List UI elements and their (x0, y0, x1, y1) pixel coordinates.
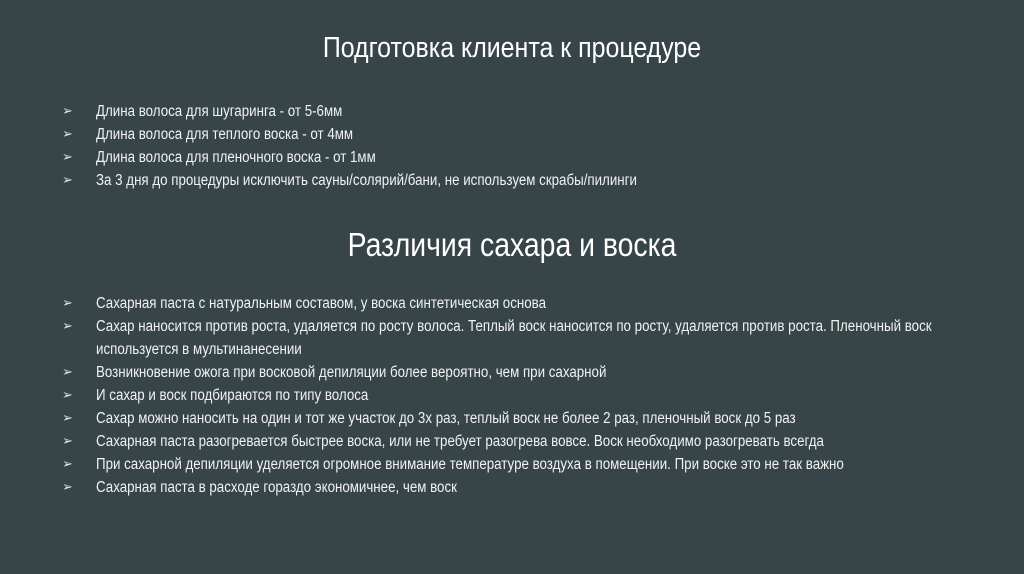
list-item (62, 169, 962, 192)
list-item (62, 123, 962, 146)
arrow-bullet-icon: ➢ (62, 173, 73, 188)
list-item (62, 146, 962, 169)
list-item-text: Сахарная паста с натуральным составом, у воска синтетическая основа (96, 295, 547, 312)
list-item-text: Возникновение ожога при восковой депиляции более вероятно, чем при сахарной (96, 364, 607, 381)
list-item-text: При сахарной депиляции уделяется огромное внимание температуре воздуха в помещении. При воске это не так важно (96, 456, 844, 473)
list-item-text: Длина волоса для пленочного воска - от 1мм (96, 149, 376, 166)
list-item (62, 315, 962, 361)
arrow-bullet-icon: ➢ (62, 434, 73, 449)
list-item-text: Сахарная паста в расходе гораздо экономичнее, чем воск (96, 479, 457, 496)
list-item (62, 384, 962, 407)
list-item (62, 430, 962, 453)
arrow-bullet-icon: ➢ (62, 319, 73, 334)
arrow-bullet-icon: ➢ (62, 457, 73, 472)
list-item-text: Длина волоса для шугаринга - от 5-6мм (96, 103, 343, 120)
arrow-bullet-icon: ➢ (62, 104, 73, 119)
arrow-bullet-icon: ➢ (62, 411, 73, 426)
list-item-text: Сахарная паста разогревается быстрее воска, или не требует разогрева вовсе. Воск необходимо разогревать всегда (96, 433, 824, 450)
list-item-text: За 3 дня до процедуры исключить сауны/солярий/бани, не используем скрабы/пилинги (96, 172, 637, 189)
preparation-list (62, 100, 962, 192)
differences-list (62, 292, 962, 499)
arrow-bullet-icon: ➢ (62, 296, 73, 311)
section-title-differences: Различия сахара и воска (347, 226, 677, 263)
list-item-text: И сахар и воск подбираются по типу волоса (96, 387, 369, 404)
list-item-text: Длина волоса для теплого воска - от 4мм (96, 126, 354, 143)
arrow-bullet-icon: ➢ (62, 388, 73, 403)
list-item-text: Сахар можно наносить на один и тот же участок до 3х раз, теплый воск не более 2 раз, пленочный воск до 5 раз (96, 410, 796, 427)
list-item (62, 453, 962, 476)
section-title-preparation: Подготовка клиента к процедуре (322, 32, 702, 64)
arrow-bullet-icon: ➢ (62, 365, 73, 380)
list-item (62, 407, 962, 430)
arrow-bullet-icon: ➢ (62, 150, 73, 165)
list-item (62, 100, 962, 123)
list-item (62, 476, 962, 499)
list-item (62, 361, 962, 384)
list-item (62, 292, 962, 315)
arrow-bullet-icon: ➢ (62, 480, 73, 495)
arrow-bullet-icon: ➢ (62, 127, 73, 142)
list-item-text: Сахар наносится против роста, удаляется по росту волоса. Теплый воск наносится по росту, удаляется против роста. Пленочный воск используется в мультинанесении (96, 318, 932, 358)
